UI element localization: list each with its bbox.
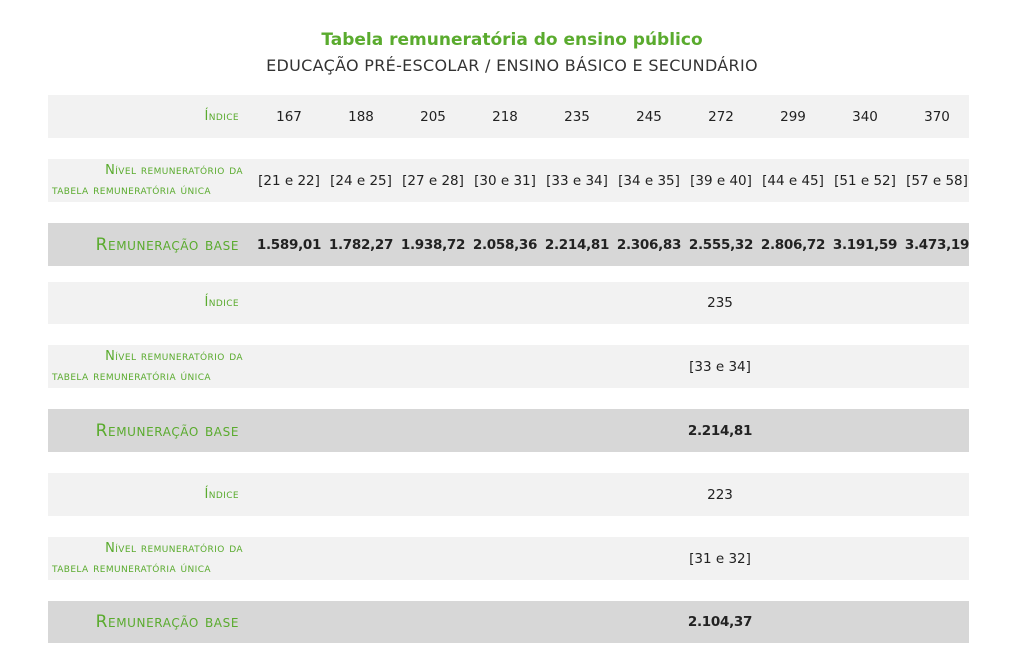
remuneracao-cell: 3.191,59 bbox=[832, 236, 898, 253]
nivel-cell: [57 e 58] bbox=[906, 172, 968, 189]
nivel-cell: [39 e 40] bbox=[690, 172, 752, 189]
label-remuneracao: Remuneração base bbox=[95, 234, 239, 255]
block3-nivel-value: [31 e 32] bbox=[689, 550, 751, 567]
label-remuneracao: Remuneração base bbox=[95, 420, 239, 441]
remuneracao-cell: 2.214,81 bbox=[544, 236, 610, 253]
label-nivel: Nível remuneratório da tabela remuneratória única bbox=[52, 348, 243, 384]
row-indice-block2 bbox=[48, 282, 969, 324]
nivel-cells bbox=[48, 159, 969, 202]
table-title: Tabela remuneratória do ensino público bbox=[321, 30, 703, 50]
nivel-cell: [34 e 35] bbox=[618, 172, 680, 189]
remuneracao-cell: 3.473,19 bbox=[904, 236, 970, 253]
remuneracao-cell: 1.938,72 bbox=[400, 236, 466, 253]
indice-cell: 370 bbox=[924, 108, 950, 125]
indice-cell: 235 bbox=[564, 108, 590, 125]
nivel-cell: [30 e 31] bbox=[474, 172, 536, 189]
block3-indice-value: 223 bbox=[707, 486, 733, 503]
nivel-cell: [33 e 34] bbox=[546, 172, 608, 189]
indice-cell: 340 bbox=[852, 108, 878, 125]
remuneracao-cells bbox=[48, 223, 969, 266]
nivel-cell: [27 e 28] bbox=[402, 172, 464, 189]
row-indice-block3 bbox=[48, 473, 969, 516]
row-remuneracao-block3 bbox=[48, 601, 969, 643]
indice-cell: 218 bbox=[492, 108, 518, 125]
block2-remuneracao-value: 2.214,81 bbox=[687, 422, 753, 439]
table-subtitle: EDUCAÇÃO PRÉ-ESCOLAR / ENSINO BÁSICO E SECUNDÁRIO bbox=[266, 56, 758, 75]
row-nivel-block3 bbox=[48, 537, 969, 580]
remuneracao-cell: 1.782,27 bbox=[328, 236, 394, 253]
indice-cell: 188 bbox=[348, 108, 374, 125]
label-indice: Índice bbox=[204, 108, 239, 124]
label-indice: Índice bbox=[204, 295, 239, 310]
indice-cell: 272 bbox=[708, 108, 734, 125]
indice-cell: 245 bbox=[636, 108, 662, 125]
row-remuneracao-main bbox=[48, 223, 969, 266]
indice-cells bbox=[48, 95, 969, 138]
remuneracao-cell: 1.589,01 bbox=[256, 236, 322, 253]
remuneracao-cell: 2.555,32 bbox=[688, 236, 754, 253]
label-nivel: Nível remuneratório da tabela remuneratória única bbox=[52, 162, 243, 198]
block3-remuneracao-value: 2.104,37 bbox=[687, 614, 753, 630]
indice-cell: 167 bbox=[276, 108, 302, 125]
remuneracao-cell: 2.806,72 bbox=[760, 236, 826, 253]
nivel-cell: [44 e 45] bbox=[762, 172, 824, 189]
indice-cell: 299 bbox=[780, 108, 806, 125]
row-nivel-main bbox=[48, 159, 969, 202]
block2-indice-value: 235 bbox=[707, 295, 733, 311]
remuneracao-cell: 2.306,83 bbox=[616, 236, 682, 253]
remuneracao-cell: 2.058,36 bbox=[472, 236, 538, 253]
label-nivel: Nível remuneratório da tabela remuneratória única bbox=[52, 540, 243, 576]
label-remuneracao: Remuneração base bbox=[95, 612, 239, 632]
label-indice: Índice bbox=[204, 486, 239, 502]
row-nivel-block2 bbox=[48, 345, 969, 388]
block2-nivel-value: [33 e 34] bbox=[689, 358, 751, 375]
nivel-cell: [24 e 25] bbox=[330, 172, 392, 189]
row-remuneracao-block2 bbox=[48, 409, 969, 452]
nivel-cell: [51 e 52] bbox=[834, 172, 896, 189]
nivel-cell: [21 e 22] bbox=[258, 172, 320, 189]
indice-cell: 205 bbox=[420, 108, 446, 125]
row-indice-main bbox=[48, 95, 969, 138]
